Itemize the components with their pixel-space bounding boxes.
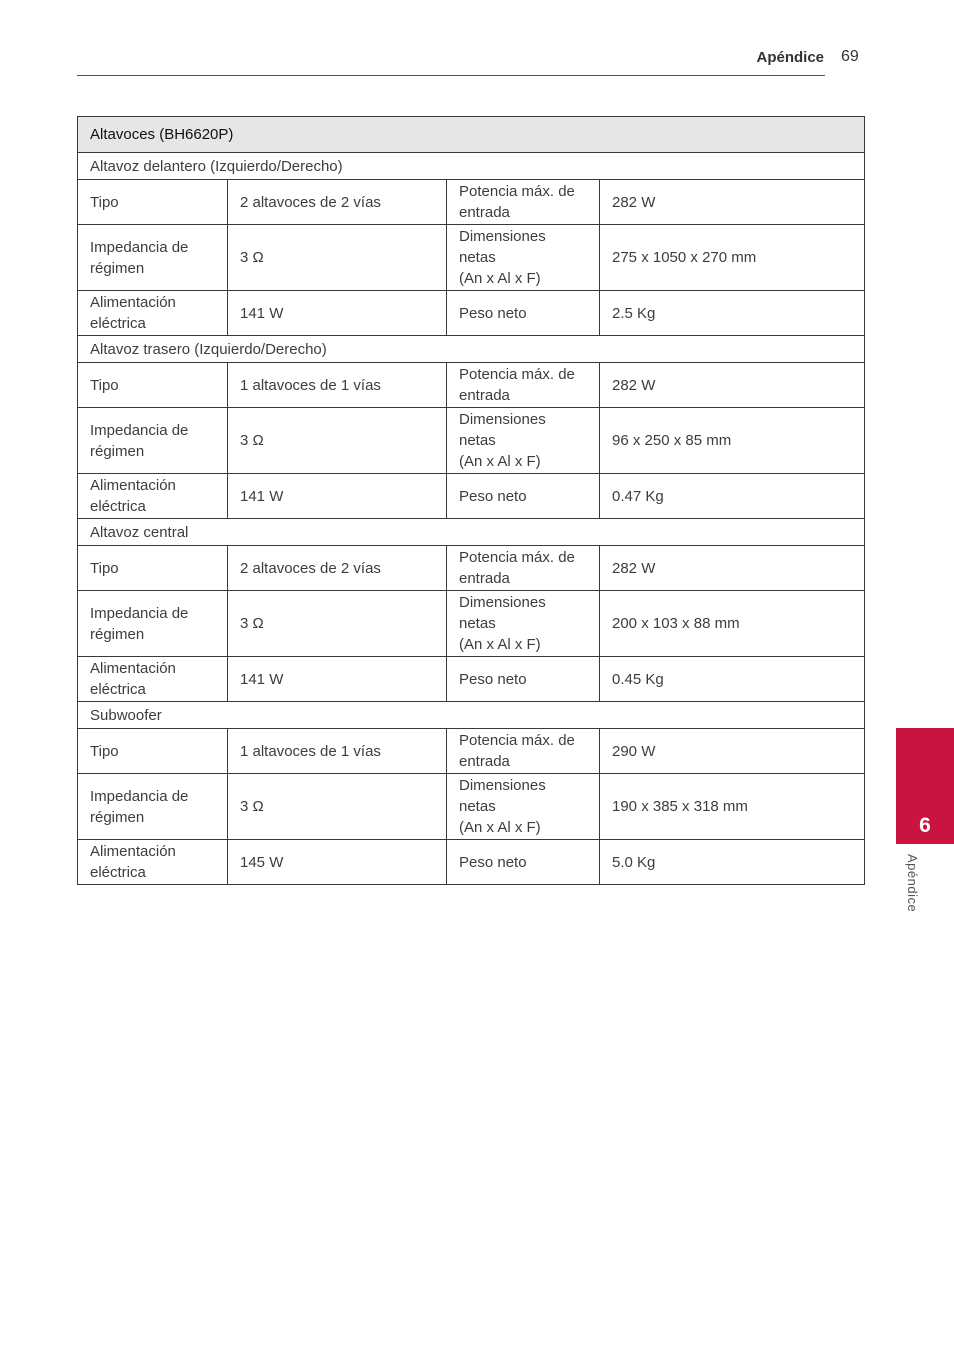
spec-label: Potencia máx. de entrada [447,363,600,408]
table-row [78,591,865,657]
section-row [78,702,865,729]
spec-label: Dimensiones netas (An x Al x F) [447,408,600,474]
spec-value: 200 x 103 x 88 mm [600,591,865,657]
spec-label: Dimensiones netas (An x Al x F) [447,774,600,840]
spec-value: 282 W [600,546,865,591]
table-row [78,363,865,408]
spec-value: 3 Ω [228,591,447,657]
table-row [78,291,865,336]
chapter-number: 6 [919,814,931,837]
spec-label: Impedancia de régimen [78,408,228,474]
section-heading: Altavoz delantero (Izquierdo/Derecho) [78,153,865,180]
spec-label: Alimentación eléctrica [78,474,228,519]
section-row [78,336,865,363]
table-row [78,408,865,474]
table-row [78,729,865,774]
spec-label: Dimensiones netas (An x Al x F) [447,591,600,657]
spec-value: 141 W [228,474,447,519]
spec-value: 2 altavoces de 2 vías [228,180,447,225]
table-row [78,180,865,225]
spec-value: 275 x 1050 x 270 mm [600,225,865,291]
table-row [78,840,865,885]
spec-value: 2 altavoces de 2 vías [228,546,447,591]
spec-value: 3 Ω [228,774,447,840]
spec-label: Potencia máx. de entrada [447,729,600,774]
table-row [78,657,865,702]
spec-table-body [78,117,865,885]
spec-label: Peso neto [447,840,600,885]
spec-label: Impedancia de régimen [78,225,228,291]
table-title: Altavoces (BH6620P) [78,117,865,153]
section-row [78,153,865,180]
spec-value: 3 Ω [228,225,447,291]
spec-value: 145 W [228,840,447,885]
section-heading: Altavoz central [78,519,865,546]
spec-value: 0.45 Kg [600,657,865,702]
spec-label: Tipo [78,363,228,408]
spec-label: Dimensiones netas (An x Al x F) [447,225,600,291]
spec-value: 1 altavoces de 1 vías [228,729,447,774]
table-row [78,546,865,591]
table-row [78,774,865,840]
spec-label: Tipo [78,546,228,591]
spec-label: Potencia máx. de entrada [447,180,600,225]
section-heading: Subwoofer [78,702,865,729]
spec-label: Alimentación eléctrica [78,657,228,702]
spec-value: 2.5 Kg [600,291,865,336]
chapter-tab [896,728,954,844]
spec-label: Peso neto [447,474,600,519]
table-row [78,474,865,519]
spec-value: 282 W [600,180,865,225]
section-heading: Altavoz trasero (Izquierdo/Derecho) [78,336,865,363]
chapter-label: Apéndice [905,854,920,913]
spec-label: Peso neto [447,657,600,702]
spec-value: 282 W [600,363,865,408]
spec-value: 3 Ω [228,408,447,474]
spec-value: 96 x 250 x 85 mm [600,408,865,474]
spec-value: 141 W [228,657,447,702]
spec-value: 5.0 Kg [600,840,865,885]
spec-label: Alimentación eléctrica [78,840,228,885]
spec-label: Tipo [78,180,228,225]
spec-label: Peso neto [447,291,600,336]
spec-value: 1 altavoces de 1 vías [228,363,447,408]
spec-label: Impedancia de régimen [78,774,228,840]
spec-value: 141 W [228,291,447,336]
spec-label: Tipo [78,729,228,774]
spec-label: Potencia máx. de entrada [447,546,600,591]
spec-label: Alimentación eléctrica [78,291,228,336]
spec-value: 190 x 385 x 318 mm [600,774,865,840]
header-section-title: Apéndice [756,49,824,66]
spec-value: 0.47 Kg [600,474,865,519]
section-row [78,519,865,546]
speaker-spec-table [77,116,865,885]
spec-value: 290 W [600,729,865,774]
spec-label: Impedancia de régimen [78,591,228,657]
table-row [78,225,865,291]
page-number: 69 [841,48,859,65]
header-divider [77,75,825,76]
